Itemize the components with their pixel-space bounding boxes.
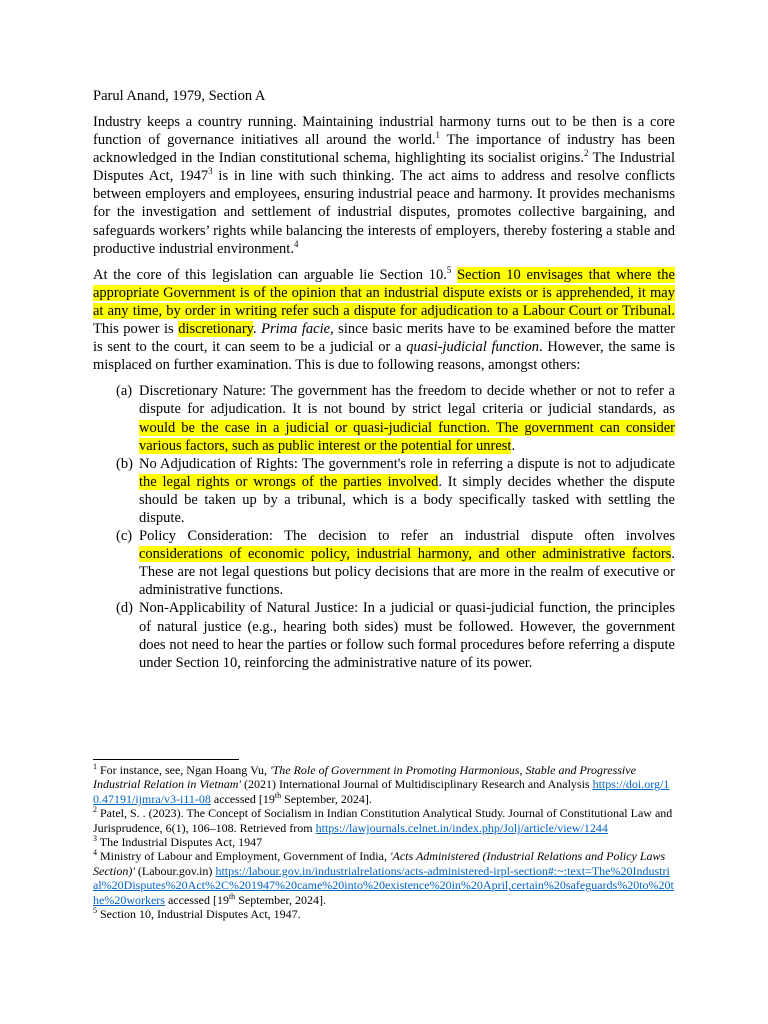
text-run: The Industrial Disputes Act, 1947	[97, 835, 263, 850]
document-body	[93, 87, 675, 672]
text-run: Discretionary Nature: The government has the freedom to decide whether or not to refer a dispute for adjudication. It is not bound by strict legal criteria or judicial standards, as	[139, 383, 675, 418]
footnote-number: 2	[93, 805, 97, 815]
list-marker: (b)	[116, 455, 133, 472]
citation-title: 'The Role of Government in Promoting Harmonious, Stable and Progressive Industrial Relation in Vietnam'	[93, 763, 636, 792]
text-run: Patel, S. . (2023). The Concept of Socialism in Indian Constitution Analytical Study. Journal of Constitutional Law and Jurisprudence, 6(1), 106–108. Retrieved from	[93, 806, 673, 835]
highlight-text: considerations of economic policy, industrial harmony, and other administrative factors	[139, 546, 672, 563]
citation-title: 'Acts Administered (Industrial Relations and Policy Laws Section)'	[93, 849, 666, 878]
footnote-number: 3	[93, 834, 97, 844]
text-run: .	[252, 321, 262, 338]
text-run: The importance of industry has been acknowledged in the Indian constitutional schema, highlighting its socialist origins.	[93, 132, 675, 167]
list-item	[93, 599, 675, 671]
footnote-4	[93, 849, 675, 907]
footnote-separator	[93, 759, 239, 760]
footnote-number: 4	[93, 848, 97, 858]
footnote-ref-1[interactable]: 1	[435, 130, 440, 141]
text-run: The Industrial Disputes Act, 1947	[93, 150, 675, 185]
text-run: Industry keeps a country running. Maintaining industrial harmony turns out to be then is a core function of governance initiatives all around the world.	[93, 114, 675, 149]
footnote-ref-3[interactable]: 3	[208, 166, 213, 177]
text-run: (2021) International Journal of Multidisciplinary Research and Analysis	[241, 777, 593, 792]
footnote-5	[93, 907, 675, 921]
text-run: This power is	[93, 321, 179, 338]
footnote-ref-2[interactable]: 2	[583, 148, 589, 159]
list-item	[93, 527, 675, 599]
text-run: No Adjudication of Rights: The government's role in referring a dispute is not to adjudicate	[139, 455, 675, 472]
text-run: September, 2024].	[235, 892, 327, 907]
footnote-number: 5	[93, 906, 97, 916]
highlight-text: the legal rights or wrongs of the parties involved	[139, 473, 439, 490]
list-marker: (d)	[116, 600, 133, 617]
text-run: is in line with such thinking. The act aims to address and resolve conflicts between employers and employees, ensuring industrial peace and harmony. It provides mechanisms for the investigation and settlement of industrial disputes, promotes collective bargaining, and safeguards workers’ rights while balancing the interests of employers, thereby fostering a stable and productive industrial environment.	[93, 168, 675, 257]
footnote-link[interactable]: https://doi.org/10.47191/ijmra/v3-i11-08	[93, 777, 670, 806]
text-run: .	[511, 437, 516, 454]
list-item	[93, 455, 675, 527]
text-run: , since basic merits have to be examined before the matter is sent to the court, it can seem to be a judicial or a	[93, 321, 676, 356]
footnote-2	[93, 806, 675, 835]
footnote-link[interactable]: https://lawjournals.celnet.in/index.php/Jolj/article/view/1244	[315, 820, 608, 835]
ordinal-suffix: th	[274, 790, 282, 800]
list-marker: (a)	[116, 383, 133, 400]
footnote-1	[93, 763, 675, 806]
italic-prima-facie: Prima facie	[261, 321, 331, 338]
reasons-list	[93, 382, 675, 672]
footnote-3	[93, 835, 675, 849]
text-run: (Labour.gov.in)	[134, 863, 216, 878]
italic-quasi-judicial: quasi-judicial function	[406, 339, 540, 356]
text-run: Non-Applicability of Natural Justice: In a judicial or quasi-judicial function, the principles of natural justice (e.g., hearing both sides) must be followed. However, the government does not need to hear the parties or follow such formal procedures before referring a dispute under Section 10, reinforcing the administrative nature of its power.	[139, 600, 675, 671]
paragraph-section-10	[93, 266, 675, 375]
text-run: accessed [19	[164, 892, 229, 907]
list-marker: (c)	[116, 528, 133, 545]
footnote-ref-4[interactable]: 4	[293, 238, 299, 249]
list-item	[93, 382, 675, 454]
text-run: September, 2024].	[281, 791, 372, 806]
footnote-ref-5[interactable]: 5	[446, 264, 452, 275]
text-run: . It simply decides whether the dispute should be taken up by a tribunal, which is a body specifically tasked with settling the dispute.	[139, 473, 675, 526]
text-run: Ministry of Labour and Employment, Government of India,	[97, 849, 390, 864]
text-run: Section 10, Industrial Disputes Act, 1947.	[97, 907, 301, 922]
text-run: For instance, see, Ngan Hoang Vu,	[97, 763, 271, 777]
ordinal-suffix: th	[228, 891, 236, 901]
text-run: . These are not legal questions but policy decisions that are more in the realm of executive or administrative functions.	[139, 546, 675, 599]
text-run: . However, the same is misplaced on further examination. This is due to following reasons, amongst others:	[93, 339, 676, 374]
footnote-number: 1	[93, 762, 97, 771]
footnote-link[interactable]: https://labour.gov.in/industrialrelations/acts-administered-irpl-section#:~:text=The%20Industrial%20Disputes%20Act%2C%201947%20came%20into%20existence%20in%20April,certain%20safeguards%20to%20the%20workers	[93, 863, 674, 907]
highlight-discretionary: discretionary	[178, 321, 253, 338]
text-run: At the core of this legislation can arguable lie Section 10.	[93, 266, 447, 283]
footnotes	[93, 763, 675, 921]
text-run: Policy Consideration: The decision to refer an industrial dispute often involves	[139, 528, 675, 545]
paragraph-intro	[93, 113, 675, 258]
document-heading: Parul Anand, 1979, Section A	[93, 88, 266, 104]
highlight-section-10: Section 10 envisages that where the appropriate Government is of the opinion that an industrial dispute exists or is apprehended, it may at any time, by order in writing refer such a dispute for adjudication to a Labour Court or Tribunal.	[93, 266, 675, 319]
highlight-text: would be the case in a judicial or quasi-judicial function. The government can consider various factors, such as public interest or the potential for unrest	[139, 419, 675, 454]
text-run: accessed [19	[210, 791, 275, 806]
